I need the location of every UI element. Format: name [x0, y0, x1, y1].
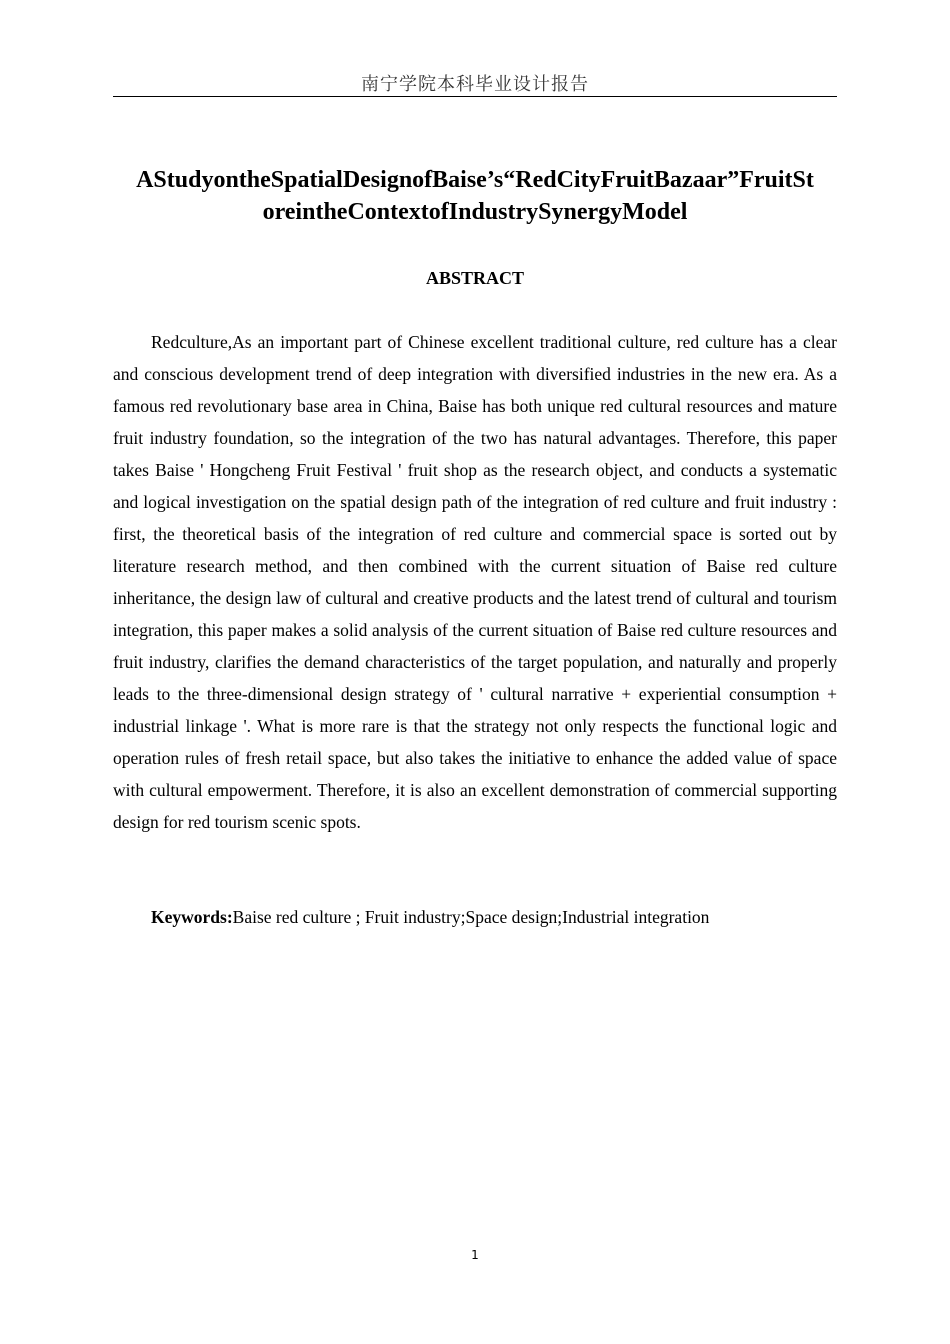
paper-title-line-1: AStudyontheSpatialDesignofBaise’s“RedCityFruitBazaar”FruitSt: [136, 167, 814, 193]
page-number: 1: [471, 1248, 479, 1262]
abstract-body: Redculture,As an important part of Chinese excellent traditional culture, red culture has a clear and conscious development trend of deep integration with diversified industries in the new era. As a famous red revolutionary base area in China, Baise has both unique red cultural resources and mature fruit industry foundation, so the integration of the two has natural advantages. Therefore, this paper takes Baise ' Hongcheng Fruit Festival ' fruit shop as the research object, and conducts a systematic and logical investigation on the spatial design path of the integration of red culture and fruit industry : first, the theoretical basis of the integration of red culture and commercial space is sorted out by literature research method, and then combined with the current situation of Baise red culture inheritance, the design law of cultural and creative products and the latest trend of cultural and tourism integration, this paper makes a solid analysis of the current situation of Baise red culture resources and fruit industry, clarifies the demand characteristics of the target population, and naturally and properly leads to the three-dimensional design strategy of ' cultural narrative + experiential consumption + industrial linkage '. What is more rare is that the strategy not only respects the functional logic and operation rules of fresh retail space, but also takes the initiative to enhance the added value of space with cultural empowerment. Therefore, it is also an excellent demonstration of commercial supporting design for red tourism scenic spots.: [113, 332, 837, 832]
keywords-line: [113, 901, 837, 933]
paper-title: [113, 164, 837, 228]
keywords-text: Baise red culture ; Fruit industry;Space design;Industrial integration: [232, 907, 710, 927]
keywords-label: Keywords:: [151, 907, 233, 927]
header-rule: [113, 96, 837, 97]
abstract-heading: ABSTRACT: [425, 268, 525, 288]
running-header: 南宁学院本科毕业设计报告: [361, 74, 589, 95]
paper-title-line-2: oreintheContextofIndustrySynergyModel: [262, 199, 688, 225]
